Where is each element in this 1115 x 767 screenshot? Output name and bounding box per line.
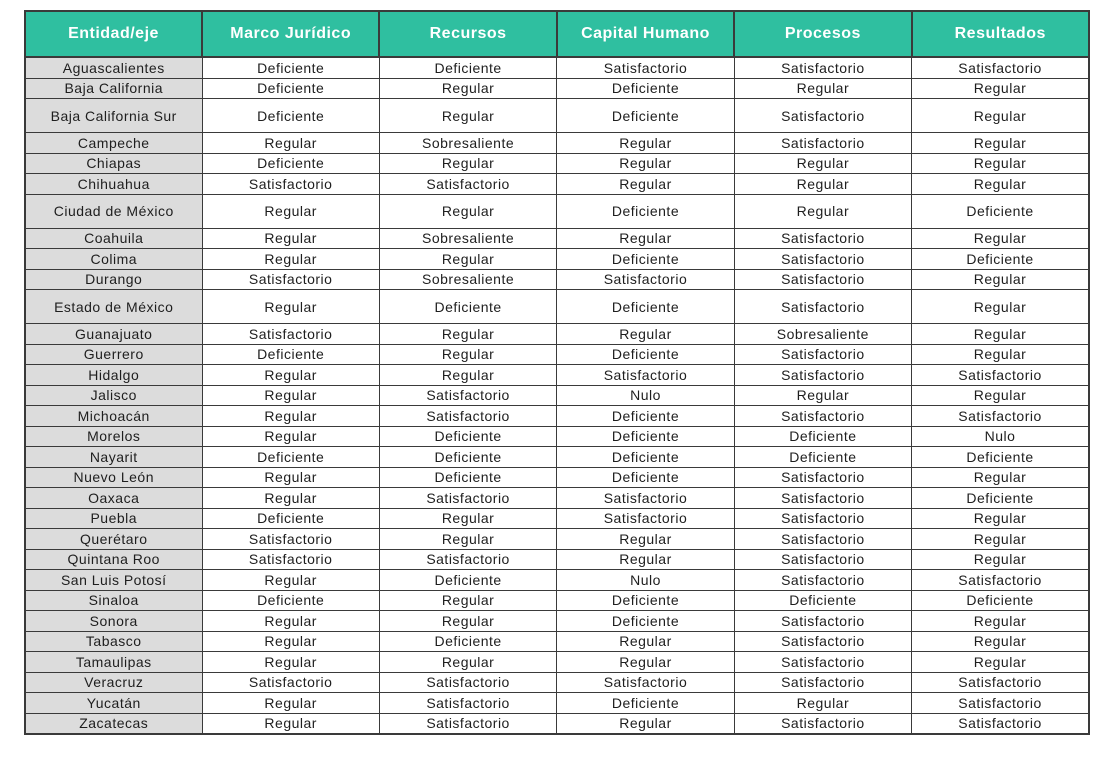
recursos-cell: Satisfactorio — [379, 488, 556, 509]
capital-humano-cell: Deficiente — [557, 611, 734, 632]
table-row — [25, 365, 1089, 386]
entity-cell: Sinaloa — [25, 590, 202, 611]
marco-juridico-cell: Regular — [202, 570, 379, 591]
procesos-cell: Satisfactorio — [734, 365, 911, 386]
capital-humano-cell: Deficiente — [557, 344, 734, 365]
recursos-cell: Deficiente — [379, 447, 556, 468]
procesos-cell: Deficiente — [734, 590, 911, 611]
header-procesos: Procesos — [734, 11, 911, 57]
recursos-cell: Regular — [379, 508, 556, 529]
resultados-cell: Regular — [912, 529, 1089, 550]
capital-humano-cell: Satisfactorio — [557, 672, 734, 693]
procesos-cell: Deficiente — [734, 426, 911, 447]
procesos-cell: Satisfactorio — [734, 228, 911, 249]
recursos-cell: Satisfactorio — [379, 672, 556, 693]
resultados-cell: Regular — [912, 611, 1089, 632]
recursos-cell: Sobresaliente — [379, 228, 556, 249]
capital-humano-cell: Deficiente — [557, 590, 734, 611]
marco-juridico-cell: Satisfactorio — [202, 529, 379, 550]
procesos-cell: Satisfactorio — [734, 508, 911, 529]
recursos-cell: Regular — [379, 99, 556, 133]
table-row — [25, 467, 1089, 488]
capital-humano-cell: Deficiente — [557, 249, 734, 270]
procesos-cell: Satisfactorio — [734, 406, 911, 427]
recursos-cell: Satisfactorio — [379, 713, 556, 734]
capital-humano-cell: Satisfactorio — [557, 57, 734, 78]
table-row — [25, 652, 1089, 673]
resultados-cell: Satisfactorio — [912, 365, 1089, 386]
marco-juridico-cell: Regular — [202, 249, 379, 270]
capital-humano-cell: Regular — [557, 652, 734, 673]
marco-juridico-cell: Deficiente — [202, 57, 379, 78]
entity-cell: San Luis Potosí — [25, 570, 202, 591]
entity-cell: Morelos — [25, 426, 202, 447]
recursos-cell: Regular — [379, 194, 556, 228]
table-row — [25, 99, 1089, 133]
table-row — [25, 631, 1089, 652]
capital-humano-cell: Satisfactorio — [557, 488, 734, 509]
resultados-cell: Regular — [912, 652, 1089, 673]
procesos-cell: Satisfactorio — [734, 549, 911, 570]
entity-cell: Coahuila — [25, 228, 202, 249]
procesos-cell: Deficiente — [734, 447, 911, 468]
recursos-cell: Regular — [379, 529, 556, 550]
marco-juridico-cell: Deficiente — [202, 153, 379, 174]
marco-juridico-cell: Deficiente — [202, 447, 379, 468]
resultados-cell: Regular — [912, 269, 1089, 290]
recursos-cell: Regular — [379, 153, 556, 174]
entity-cell: Campeche — [25, 133, 202, 154]
procesos-cell: Satisfactorio — [734, 99, 911, 133]
capital-humano-cell: Satisfactorio — [557, 508, 734, 529]
table-row — [25, 508, 1089, 529]
marco-juridico-cell: Regular — [202, 611, 379, 632]
resultados-cell: Regular — [912, 631, 1089, 652]
table-row — [25, 78, 1089, 99]
procesos-cell: Satisfactorio — [734, 133, 911, 154]
resultados-cell: Regular — [912, 228, 1089, 249]
marco-juridico-cell: Regular — [202, 467, 379, 488]
entity-cell: Guanajuato — [25, 324, 202, 345]
recursos-cell: Deficiente — [379, 467, 556, 488]
table-row — [25, 488, 1089, 509]
capital-humano-cell: Nulo — [557, 385, 734, 406]
marco-juridico-cell: Deficiente — [202, 590, 379, 611]
table-row — [25, 590, 1089, 611]
marco-juridico-cell: Deficiente — [202, 99, 379, 133]
resultados-cell: Regular — [912, 344, 1089, 365]
header-resultados: Resultados — [912, 11, 1089, 57]
procesos-cell: Satisfactorio — [734, 529, 911, 550]
capital-humano-cell: Deficiente — [557, 447, 734, 468]
entity-cell: Michoacán — [25, 406, 202, 427]
recursos-cell: Regular — [379, 611, 556, 632]
capital-humano-cell: Regular — [557, 631, 734, 652]
table-body — [25, 57, 1089, 734]
marco-juridico-cell: Satisfactorio — [202, 174, 379, 195]
recursos-cell: Regular — [379, 324, 556, 345]
marco-juridico-cell: Deficiente — [202, 508, 379, 529]
marco-juridico-cell: Regular — [202, 426, 379, 447]
marco-juridico-cell: Regular — [202, 385, 379, 406]
entity-cell: Oaxaca — [25, 488, 202, 509]
table-row — [25, 174, 1089, 195]
table-row — [25, 133, 1089, 154]
recursos-cell: Satisfactorio — [379, 693, 556, 714]
entity-cell: Jalisco — [25, 385, 202, 406]
resultados-cell: Regular — [912, 78, 1089, 99]
table-row — [25, 672, 1089, 693]
marco-juridico-cell: Regular — [202, 406, 379, 427]
capital-humano-cell: Deficiente — [557, 290, 734, 324]
recursos-cell: Regular — [379, 365, 556, 386]
table-row — [25, 693, 1089, 714]
table-row — [25, 713, 1089, 734]
marco-juridico-cell: Satisfactorio — [202, 672, 379, 693]
capital-humano-cell: Regular — [557, 549, 734, 570]
recursos-cell: Deficiente — [379, 570, 556, 591]
recursos-cell: Regular — [379, 344, 556, 365]
entity-cell: Aguascalientes — [25, 57, 202, 78]
recursos-cell: Deficiente — [379, 290, 556, 324]
table-row — [25, 324, 1089, 345]
table-row — [25, 447, 1089, 468]
entity-cell: Veracruz — [25, 672, 202, 693]
capital-humano-cell: Regular — [557, 713, 734, 734]
entity-cell: Zacatecas — [25, 713, 202, 734]
recursos-cell: Regular — [379, 590, 556, 611]
resultados-cell: Regular — [912, 99, 1089, 133]
marco-juridico-cell: Regular — [202, 631, 379, 652]
procesos-cell: Satisfactorio — [734, 631, 911, 652]
marco-juridico-cell: Regular — [202, 290, 379, 324]
entity-cell: Chiapas — [25, 153, 202, 174]
capital-humano-cell: Regular — [557, 324, 734, 345]
resultados-cell: Deficiente — [912, 447, 1089, 468]
resultados-cell: Satisfactorio — [912, 570, 1089, 591]
marco-juridico-cell: Deficiente — [202, 78, 379, 99]
recursos-cell: Deficiente — [379, 631, 556, 652]
table-row — [25, 344, 1089, 365]
capital-humano-cell: Nulo — [557, 570, 734, 591]
procesos-cell: Satisfactorio — [734, 488, 911, 509]
table-row — [25, 228, 1089, 249]
entity-cell: Baja California Sur — [25, 99, 202, 133]
recursos-cell: Regular — [379, 652, 556, 673]
table-row — [25, 549, 1089, 570]
capital-humano-cell: Regular — [557, 228, 734, 249]
recursos-cell: Satisfactorio — [379, 385, 556, 406]
evaluation-table — [24, 10, 1090, 735]
resultados-cell: Regular — [912, 174, 1089, 195]
table-row — [25, 153, 1089, 174]
entity-cell: Nuevo León — [25, 467, 202, 488]
entity-cell: Tamaulipas — [25, 652, 202, 673]
marco-juridico-cell: Satisfactorio — [202, 269, 379, 290]
capital-humano-cell: Satisfactorio — [557, 365, 734, 386]
procesos-cell: Satisfactorio — [734, 344, 911, 365]
table-header — [25, 11, 1089, 57]
capital-humano-cell: Deficiente — [557, 78, 734, 99]
procesos-cell: Satisfactorio — [734, 713, 911, 734]
recursos-cell: Deficiente — [379, 57, 556, 78]
entity-cell: Quintana Roo — [25, 549, 202, 570]
resultados-cell: Deficiente — [912, 590, 1089, 611]
procesos-cell: Regular — [734, 78, 911, 99]
procesos-cell: Regular — [734, 194, 911, 228]
resultados-cell: Satisfactorio — [912, 713, 1089, 734]
resultados-cell: Regular — [912, 385, 1089, 406]
table-row — [25, 57, 1089, 78]
table-row — [25, 269, 1089, 290]
table-row — [25, 385, 1089, 406]
resultados-cell: Satisfactorio — [912, 406, 1089, 427]
entity-cell: Estado de México — [25, 290, 202, 324]
procesos-cell: Satisfactorio — [734, 249, 911, 270]
resultados-cell: Regular — [912, 324, 1089, 345]
resultados-cell: Regular — [912, 133, 1089, 154]
table-row — [25, 406, 1089, 427]
marco-juridico-cell: Regular — [202, 133, 379, 154]
capital-humano-cell: Deficiente — [557, 467, 734, 488]
entity-cell: Hidalgo — [25, 365, 202, 386]
capital-humano-cell: Deficiente — [557, 99, 734, 133]
capital-humano-cell: Deficiente — [557, 194, 734, 228]
resultados-cell: Deficiente — [912, 194, 1089, 228]
header-marco-juridico: Marco Jurídico — [202, 11, 379, 57]
marco-juridico-cell: Regular — [202, 713, 379, 734]
capital-humano-cell: Regular — [557, 133, 734, 154]
procesos-cell: Satisfactorio — [734, 611, 911, 632]
resultados-cell: Satisfactorio — [912, 672, 1089, 693]
recursos-cell: Sobresaliente — [379, 269, 556, 290]
recursos-cell: Sobresaliente — [379, 133, 556, 154]
resultados-cell: Regular — [912, 467, 1089, 488]
capital-humano-cell: Regular — [557, 529, 734, 550]
marco-juridico-cell: Deficiente — [202, 344, 379, 365]
entity-cell: Tabasco — [25, 631, 202, 652]
recursos-cell: Deficiente — [379, 426, 556, 447]
entity-cell: Chihuahua — [25, 174, 202, 195]
entity-cell: Durango — [25, 269, 202, 290]
resultados-cell: Nulo — [912, 426, 1089, 447]
marco-juridico-cell: Regular — [202, 652, 379, 673]
procesos-cell: Satisfactorio — [734, 467, 911, 488]
procesos-cell: Regular — [734, 385, 911, 406]
procesos-cell: Sobresaliente — [734, 324, 911, 345]
resultados-cell: Deficiente — [912, 249, 1089, 270]
header-recursos: Recursos — [379, 11, 556, 57]
marco-juridico-cell: Regular — [202, 693, 379, 714]
procesos-cell: Regular — [734, 153, 911, 174]
entity-cell: Querétaro — [25, 529, 202, 550]
resultados-cell: Satisfactorio — [912, 693, 1089, 714]
procesos-cell: Regular — [734, 693, 911, 714]
entity-cell: Sonora — [25, 611, 202, 632]
marco-juridico-cell: Regular — [202, 228, 379, 249]
table-row — [25, 290, 1089, 324]
entity-cell: Colima — [25, 249, 202, 270]
table-row — [25, 426, 1089, 447]
entity-cell: Puebla — [25, 508, 202, 529]
marco-juridico-cell: Regular — [202, 488, 379, 509]
table-row — [25, 529, 1089, 550]
entity-cell: Nayarit — [25, 447, 202, 468]
procesos-cell: Satisfactorio — [734, 57, 911, 78]
capital-humano-cell: Regular — [557, 153, 734, 174]
procesos-cell: Regular — [734, 174, 911, 195]
entity-cell: Guerrero — [25, 344, 202, 365]
procesos-cell: Satisfactorio — [734, 290, 911, 324]
table-row — [25, 611, 1089, 632]
recursos-cell: Regular — [379, 249, 556, 270]
marco-juridico-cell: Satisfactorio — [202, 324, 379, 345]
procesos-cell: Satisfactorio — [734, 652, 911, 673]
entity-cell: Yucatán — [25, 693, 202, 714]
header-capital-humano: Capital Humano — [557, 11, 734, 57]
marco-juridico-cell: Regular — [202, 194, 379, 228]
recursos-cell: Satisfactorio — [379, 549, 556, 570]
capital-humano-cell: Deficiente — [557, 426, 734, 447]
resultados-cell: Regular — [912, 508, 1089, 529]
marco-juridico-cell: Satisfactorio — [202, 549, 379, 570]
procesos-cell: Satisfactorio — [734, 672, 911, 693]
marco-juridico-cell: Regular — [202, 365, 379, 386]
header-row — [25, 11, 1089, 57]
procesos-cell: Satisfactorio — [734, 570, 911, 591]
resultados-cell: Regular — [912, 153, 1089, 174]
recursos-cell: Regular — [379, 78, 556, 99]
procesos-cell: Satisfactorio — [734, 269, 911, 290]
recursos-cell: Satisfactorio — [379, 174, 556, 195]
resultados-cell: Deficiente — [912, 488, 1089, 509]
evaluation-table-container — [24, 10, 1088, 735]
table-row — [25, 570, 1089, 591]
capital-humano-cell: Satisfactorio — [557, 269, 734, 290]
resultados-cell: Satisfactorio — [912, 57, 1089, 78]
recursos-cell: Satisfactorio — [379, 406, 556, 427]
entity-cell: Baja California — [25, 78, 202, 99]
capital-humano-cell: Regular — [557, 174, 734, 195]
table-row — [25, 249, 1089, 270]
header-entidad: Entidad/eje — [25, 11, 202, 57]
capital-humano-cell: Deficiente — [557, 406, 734, 427]
capital-humano-cell: Deficiente — [557, 693, 734, 714]
table-row — [25, 194, 1089, 228]
entity-cell: Ciudad de México — [25, 194, 202, 228]
resultados-cell: Regular — [912, 290, 1089, 324]
resultados-cell: Regular — [912, 549, 1089, 570]
